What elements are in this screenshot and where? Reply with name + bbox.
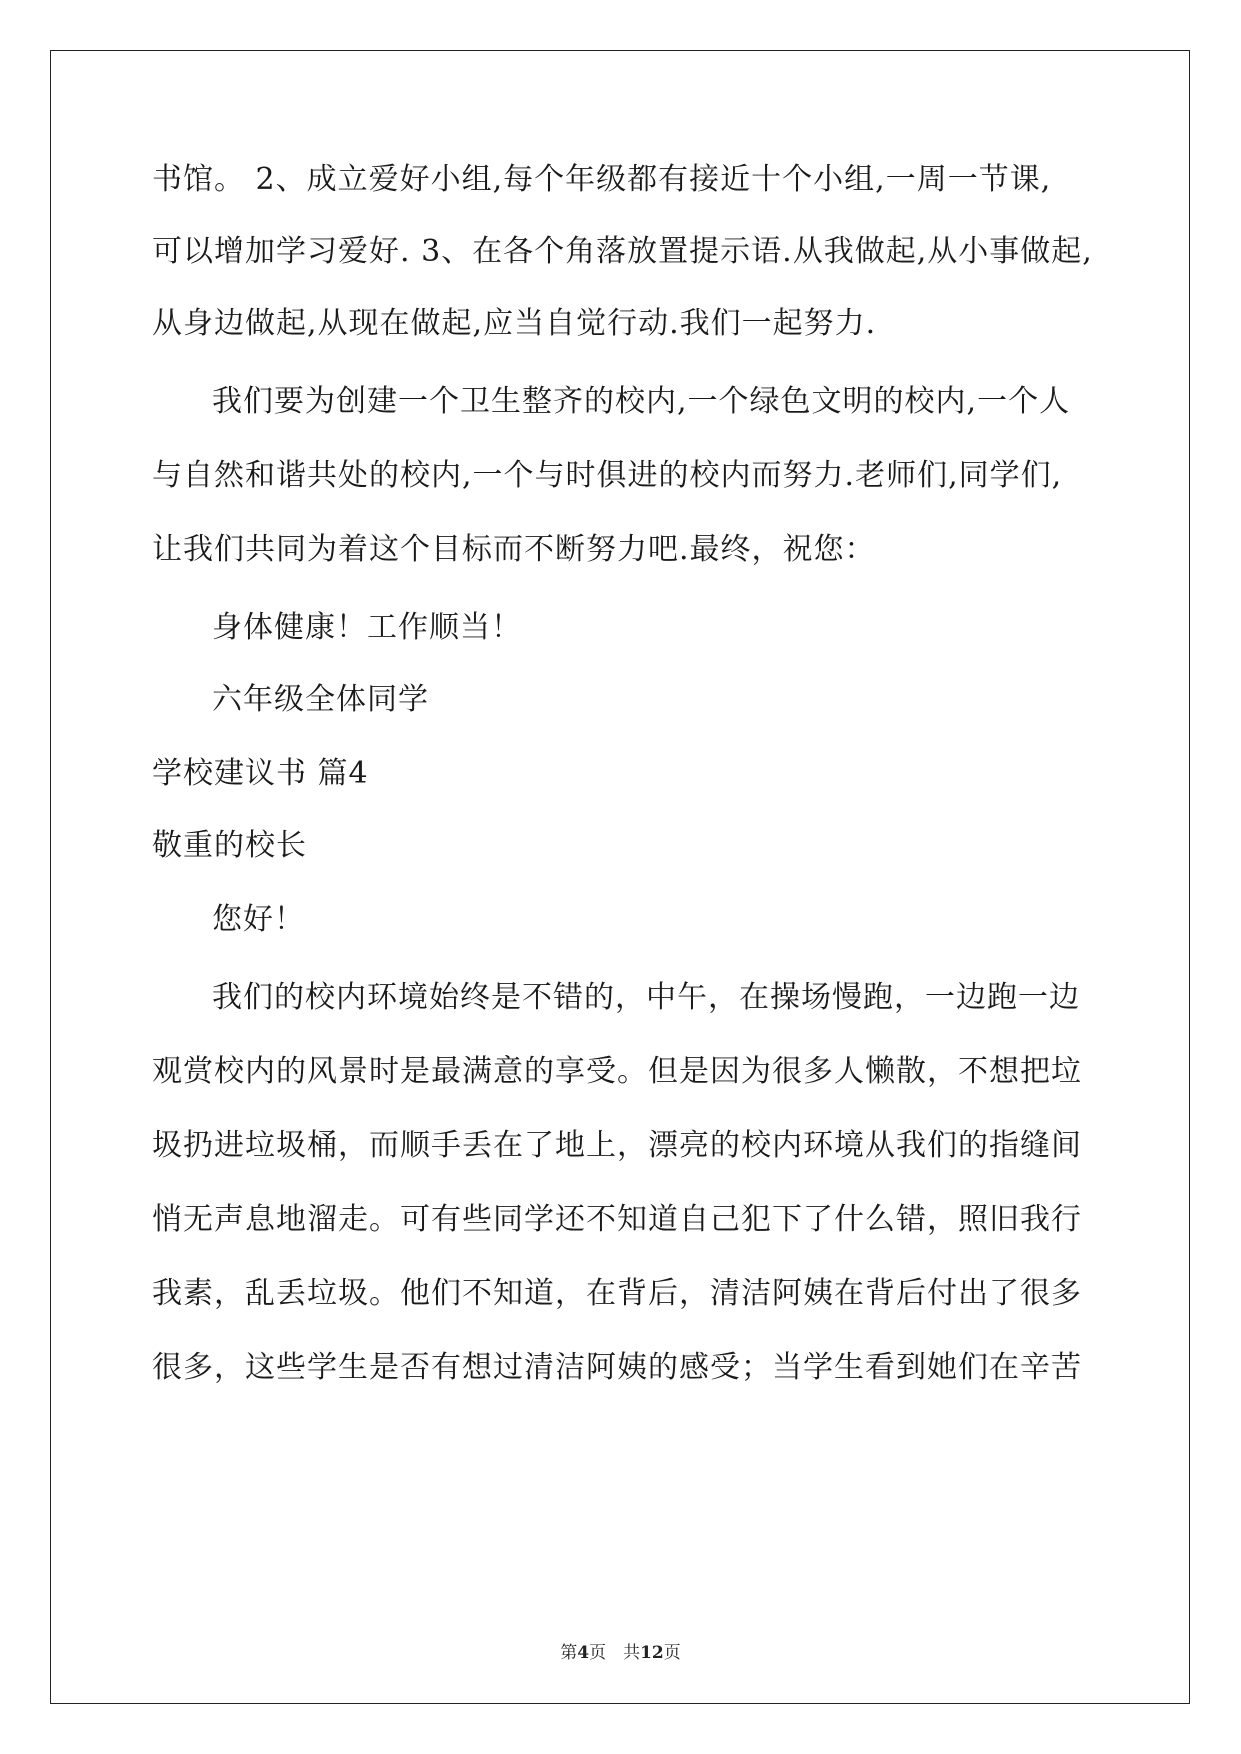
- text-line-13: 观赏校内的风景时是最满意的享受。但是因为很多人懒散，不想把垃: [152, 1054, 1082, 1089]
- total-page-count: 12: [640, 1643, 664, 1663]
- text-line-14: 圾扔进垃圾桶，而顺手丢在了地上，漂亮的校内环境从我们的指缝间: [152, 1128, 1082, 1163]
- text-line-5: 与自然和谐共处的校内,一个与时俱进的校内而努力.老师们,同学们,: [152, 458, 1063, 493]
- footer-prefix: 第: [560, 1643, 578, 1663]
- closing-wish: 身体健康！工作顺当！: [212, 610, 522, 645]
- text-line-3: 从身边做起,从现在做起,应当自觉行动.我们一起努力.: [152, 306, 877, 341]
- salutation: 敬重的校长: [152, 828, 307, 863]
- text-line-2: 可以增加学习爱好. 3、在各个角落放置提示语.从我做起,从小事做起,: [152, 234, 1093, 269]
- section-heading: 学校建议书 篇4: [152, 756, 369, 791]
- page-border: [50, 50, 1190, 1704]
- text-line-17: 很多，这些学生是否有想过清洁阿姨的感受；当学生看到她们在辛苦: [152, 1350, 1082, 1385]
- text-line-12: 我们的校内环境始终是不错的，中午，在操场慢跑，一边跑一边: [212, 980, 1080, 1015]
- greeting: 您好！: [212, 902, 305, 937]
- footer-suffix: 页: [663, 1643, 681, 1663]
- text-line-4: 我们要为创建一个卫生整齐的校内,一个绿色文明的校内,一个人: [212, 384, 1071, 419]
- text-line-6: 让我们共同为着这个目标而不断努力吧.最终，祝您：: [152, 532, 876, 567]
- current-page-number: 4: [577, 1643, 590, 1663]
- footer-mid: 页 共: [589, 1643, 641, 1663]
- text-line-1: 书馆。 2、成立爱好小组,每个年级都有接近十个小组,一周一节课,: [152, 162, 1052, 197]
- text-line-15: 悄无声息地溜走。可有些同学还不知道自己犯下了什么错，照旧我行: [152, 1202, 1082, 1237]
- signature: 六年级全体同学: [212, 682, 429, 717]
- text-line-16: 我素，乱丢垃圾。他们不知道，在背后，清洁阿姨在背后付出了很多: [152, 1276, 1082, 1311]
- page-footer: [0, 1638, 1241, 1663]
